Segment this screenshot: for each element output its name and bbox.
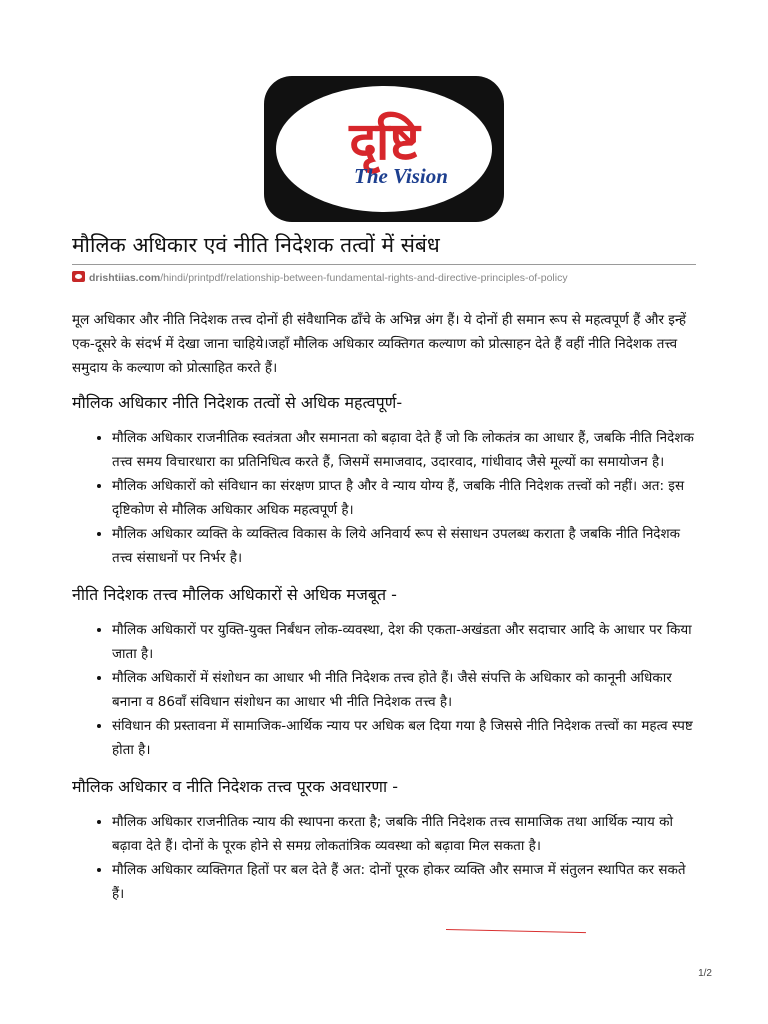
list-item: • मौलिक अधिकार राजनीतिक न्याय की स्थापना करता है; जबकि नीति निदेशक तत्त्व सामाजिक तथा आर्थिक न्याय को बढ़ावा देते हैं। दोनों के पूरक होने से समग्र लोकतांत्रिक व्यवस्था को बढ़ावा मिल सकता है। (112, 810, 696, 858)
drishti-favicon-icon (72, 271, 85, 282)
section-list (72, 810, 696, 906)
page-title: मौलिक अधिकार एवं नीति निदेशक तत्वों में संबंध (72, 233, 440, 257)
list-item: • मौलिक अधिकार व्यक्ति के व्यक्तित्व विकास के लिये अनिवार्य रूप से संसाधन उपलब्ध कराता है जबकि नीति निदेशक तत्त्व संसाधनों पर निर्भर है। (112, 522, 696, 570)
section-heading: नीति निदेशक तत्त्व मौलिक अधिकारों से अधिक मजबूत - (72, 585, 397, 604)
logo-hindi-text: दृष्टि (349, 112, 419, 172)
red-annotation-line (446, 929, 586, 933)
article-body (72, 308, 696, 918)
page-number: 1/2 (698, 968, 712, 979)
drishti-logo (264, 76, 504, 222)
intro-paragraph: मूल अधिकार और नीति निदेशक तत्त्व दोनों ही संवैधानिक ढाँचे के अभिन्न अंग हैं। ये दोनों ही समान रूप से महत्वपूर्ण हैं और इन्हें एक-दूसरे के संदर्भ में देखा जाना चाहिये।जहाँ मौलिक अधिकार व्यक्तिगत कल्याण को प्रोत्साहन देते हैं वहीं नीति निदेशक तत्त्व समुदाय के कल्याण को प्रोत्साहित करते हैं। (72, 312, 687, 376)
list-item: • मौलिक अधिकारों पर युक्ति-युक्त निर्बंधन लोक-व्यवस्था, देश की एकता-अखंडता और सदाचार आदि के आधार पर किया जाता है। (112, 618, 696, 666)
list-item: • संविधान की प्रस्तावना में सामाजिक-आर्थिक न्याय पर अधिक बल दिया गया है जिससे नीति निदेशक तत्त्वों का महत्व स्पष्ट होता है। (112, 714, 696, 762)
logo-oval (276, 86, 492, 212)
logo-english-text: The Vision (354, 164, 448, 188)
list-item: • मौलिक अधिकारों को संविधान का संरक्षण प्राप्त है और वे न्याय योग्य हैं, जबकि नीति निदेशक तत्त्वों को नहीं। अत: इस दृष्टिकोण से मौलिक अधिकार अधिक महत्वपूर्ण है। (112, 474, 696, 522)
source-path[interactable]: /hindi/printpdf/relationship-between-fundamental-rights-and-directive-principles-of-policy (160, 272, 568, 284)
list-item: • मौलिक अधिकार व्यक्तिगत हितों पर बल देते हैं अत: दोनों पूरक होकर व्यक्ति और समाज में संतुलन स्थापित कर सकते हैं। (112, 858, 696, 906)
source-domain[interactable]: drishtiias.com (89, 272, 161, 284)
title-divider (72, 264, 696, 265)
section-heading: मौलिक अधिकार व नीति निदेशक तत्त्व पूरक अवधारणा - (72, 777, 398, 796)
source-url[interactable] (72, 270, 696, 286)
section-list (72, 426, 696, 570)
list-item: • मौलिक अधिकारों में संशोधन का आधार भी नीति निदेशक तत्त्व होते हैं। जैसे संपत्ति के अधिकार को कानूनी अधिकार बनाना व 86वाँ संविधान संशोधन का आधार भी नीति निदेशक तत्त्व है। (112, 666, 696, 714)
list-item: • मौलिक अधिकार राजनीतिक स्वतंत्रता और समानता को बढ़ावा देते हैं जो कि लोकतंत्र का आधार हैं, जबकि नीति निदेशक तत्त्व समय विचारधारा का प्रतिनिधित्व करते हैं, जिसमें समाजवाद, उदारवाद, गांधीवाद जैसे मूल्यों का समायोजन है। (112, 426, 696, 474)
section-heading: मौलिक अधिकार नीति निदेशक तत्वों से अधिक महत्वपूर्ण- (72, 393, 403, 412)
section-list (72, 618, 696, 762)
